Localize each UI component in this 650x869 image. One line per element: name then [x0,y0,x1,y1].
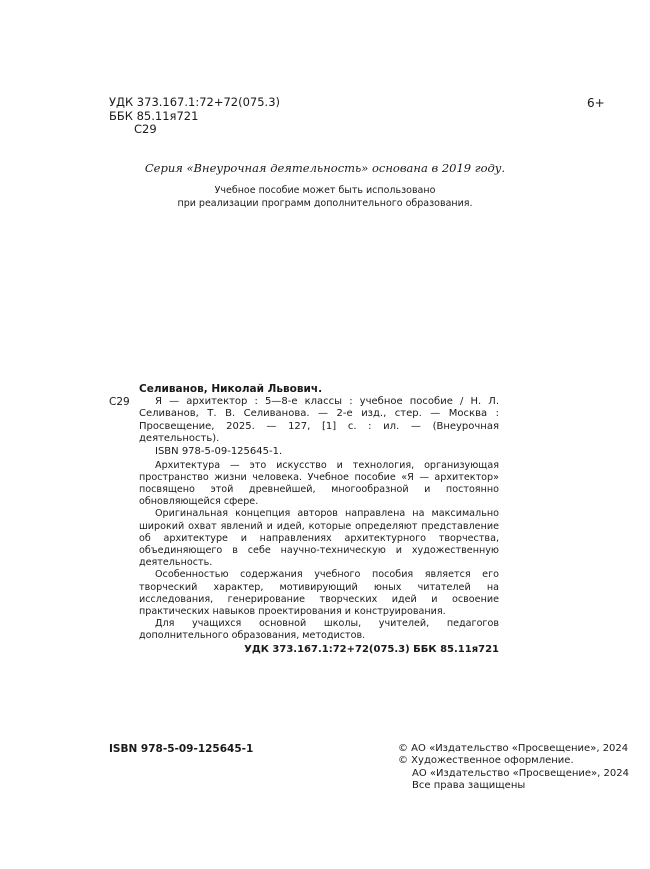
annotation-paragraph: Особенностью содержания учебного пособия является его творческий характер, мотивирующий юных читателей на исследования, генерирование творческих идей и освоение практических навыков проектирования и конструирования. [139,569,499,617]
copyright-line: © АО «Издательство «Просвещение», 2024 [398,743,629,754]
card-bbk: ББК 85.11я721 [413,643,499,655]
catalog-card [109,383,499,656]
card-udk: УДК 373.167.1:72+72(075.3) [244,643,410,655]
card-codes [109,643,499,657]
series-line: Серия «Внеурочная деятельность» основана в 2019 году. [144,161,506,175]
card-bibliographic: Я — архитектор : 5—8-е классы : учебное пособие / Н. Л. Селиванов, Т. В. Селиванова. — 2-е изд., стер. — Москва : Просвещение, 2025. — 127, [1] с. : ил. — (Внеурочная деятельность). [139,395,499,445]
copyright-block [398,743,629,793]
usage-note-line: при реализации программ дополнительного образования. [177,198,473,209]
annotation-paragraph: Оригинальная концепция авторов направлена на максимально широкий охват явлений и идей, которые определяют представление об архитектуре и направлениях архитектурного творчества, объединяющего в себе научно-техническую и художественную деятельность. [139,508,499,569]
bbk-code: ББК 85.11я721 [109,108,199,123]
footer-isbn: ISBN 978-5-09-125645-1 [109,743,254,755]
card-annotation [109,460,499,643]
annotation-paragraph: Для учащихся основной школы, учителей, педагогов дополнительного образования, методистов. [139,618,499,642]
card-author: Селиванов, Николай Львович. [139,383,323,395]
card-isbn: ISBN 978-5-09-125645-1. [155,445,283,457]
card-mark: С29 [109,396,130,408]
copyright-line: АО «Издательство «Просвещение», 2024 [412,767,629,779]
author-mark: С29 [134,122,157,136]
age-rating: 6+ [587,96,605,110]
rights-reserved: Все права защищены [412,780,526,792]
classification-codes [109,96,280,137]
usage-note-line: Учебное пособие может быть использовано [214,185,436,196]
copyright-line: © Художественное оформление. [398,755,574,767]
udk-code: УДК 373.167.1:72+72(075.3) [109,95,281,109]
usage-note [0,184,650,210]
annotation-paragraph: Архитектура — это искусство и технология, организующая пространство жизни человека. Учебное пособие «Я — архитектор» посвящено этой древнейшей, многообразной и постоянно обновляющейся сфере. [139,459,499,508]
